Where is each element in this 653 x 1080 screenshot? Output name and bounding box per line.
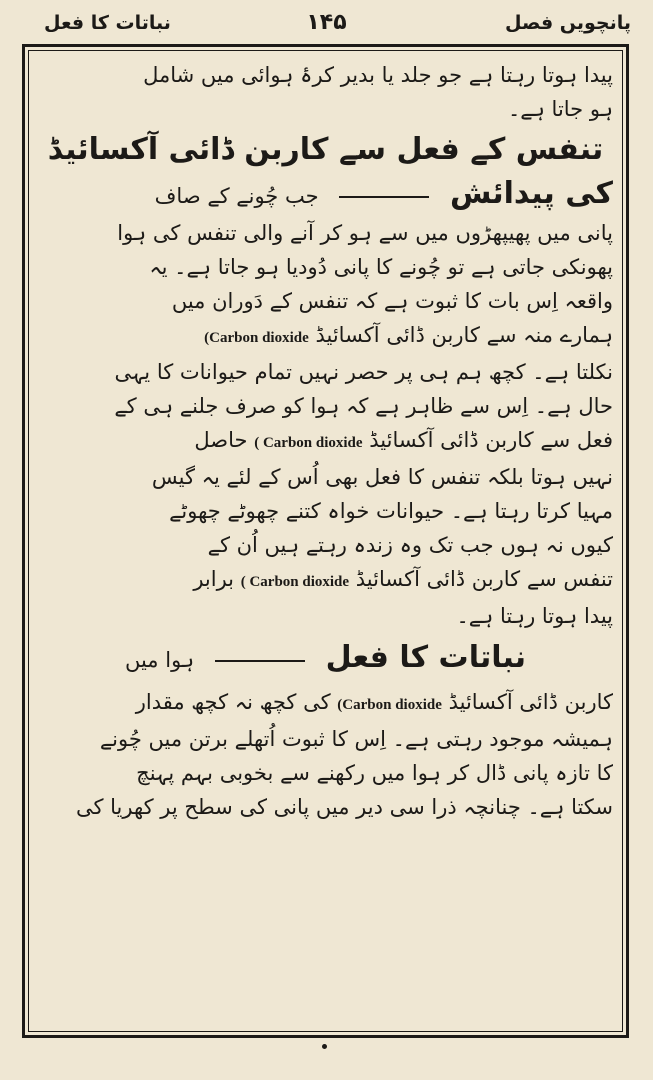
heading-rule [215,660,305,662]
text-line: کا تازہ پانی ڈال کر ہوا میں رکھنے سے بخوبی بہم پہنچ [136,761,613,785]
text-line: نکلتا ہے۔ کچھ ہم ہی پر حصر نہیں تمام حیوانات کا یہی [114,360,613,384]
heading-plants: نباتات کا فعل [325,640,526,675]
page-header [0,0,653,46]
heading-plants-row [38,633,613,685]
latin-term: ( Carbon dioxide [254,435,363,451]
text-line: پھونکی جاتی ہے تو چُونے کا پانی دُودیا ہو جاتا ہے۔ یہ [149,255,613,279]
text-line: ہو جاتا ہے۔ [507,97,613,121]
heading-rule [339,196,429,198]
text-segment: حاصل [194,428,248,452]
footer-dot [322,1044,327,1049]
latin-term: (Carbon dioxide [337,697,442,713]
text-line: نہیں ہوتا بلکہ تنفس کا فعل بھی اُس کے لئے یہ گیس [151,465,613,489]
section-title: نباتات کا فعل [44,12,171,34]
text-line: پانی میں پھیپھڑوں میں سے ہو کر آنے والی تنفس کی ہوا [117,221,613,245]
page-number: ۱۴۵ [306,10,347,35]
text-line [38,562,613,599]
latin-term: ( Carbon dioxide [240,574,350,590]
text-line: پیدا ہوتا رہتا ہے جو جلد یا بدیر کرۂ ہوائی میں شامل [143,63,613,87]
page-body [38,58,613,1024]
text-line: مہیا کرتا رہتا ہے۔ حیوانات خواہ کتنے چھوٹے چھوٹے [169,499,613,523]
text-segment: ہوا میں [124,648,195,672]
chapter-title: پانچویں فصل [505,12,631,34]
latin-term: (Carbon dioxide [204,330,309,346]
text-segment: کی کچھ نہ کچھ مقدار [135,690,331,714]
text-segment: ہمارے منہ سے کاربن ڈائی آکسائیڈ [315,323,613,347]
heading-respiration-tail: کی پیدائش [449,176,613,211]
text-line [38,685,613,722]
text-line [38,423,613,460]
text-line: حال ہے۔ اِس سے ظاہر ہے کہ ہوا کو صرف جلنے ہی کے [114,394,613,418]
text-line: کیوں نہ ہوں جب تک وہ زندہ رہتے ہیں اُن کے [207,533,613,557]
text-segment: تنفس سے کاربن ڈائی آکسائیڈ [355,567,613,591]
text-segment: فعل سے کاربن ڈائی آکسائیڈ [369,428,613,452]
text-segment: برابر [193,567,235,591]
text-segment: کاربن ڈائی آکسائیڈ [448,690,613,714]
text-line: واقعہ اِس بات کا ثبوت ہے کہ تنفس کے دَوران میں [171,289,613,313]
text-line: پیدا ہوتا رہتا ہے۔ [456,604,613,628]
heading-respiration-line2 [38,174,613,216]
text-segment: جب چُونے کے صاف [154,184,319,208]
heading-respiration: تنفس کے فعل سے کاربن ڈائی آکسائیڈ [47,132,604,167]
text-line [38,318,613,355]
text-line: ہمیشہ موجود رہتی ہے۔ اِس کا ثبوت اُتھلے برتن میں چُونے [99,727,613,751]
text-line: سکتا ہے۔ چنانچہ ذرا سی دیر میں پانی کی سطح پر کھریا کی [75,795,613,819]
